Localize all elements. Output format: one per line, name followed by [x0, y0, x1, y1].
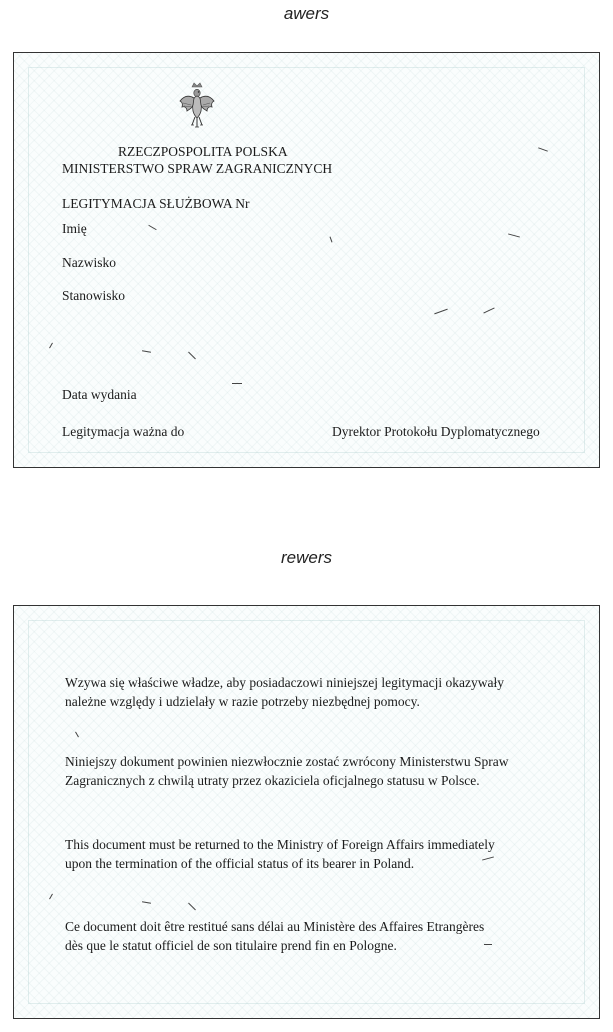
paragraph-line: Ce document doit être restitué sans délai au Ministère des Affaires Etrangères: [65, 919, 485, 934]
speck-mark: [232, 383, 242, 384]
service-id-number-label: LEGITYMACJA SŁUŻBOWA Nr: [62, 196, 250, 211]
surname-label: Nazwisko: [62, 255, 116, 270]
back-side-label: rewers: [280, 548, 332, 567]
front-side-label: awers: [283, 4, 330, 23]
first-name-label: Imię: [62, 221, 87, 236]
position-label: Stanowisko: [62, 288, 126, 303]
polish-return-paragraph: [65, 752, 565, 790]
french-return-paragraph: [65, 917, 565, 955]
director-signature-label: Dyrektor Protokołu Dyplomatycznego: [332, 424, 540, 439]
id-card-back: [13, 605, 600, 1019]
speck-mark: [484, 944, 492, 945]
english-return-paragraph: [65, 835, 565, 873]
polish-eagle-emblem-icon: [178, 81, 216, 129]
issue-date-label: Data wydania: [62, 387, 137, 402]
paragraph-line: Zagranicznych z chwilą utraty przez okaziciela oficjalnego statusu w Polsce.: [65, 773, 480, 788]
ministry-heading: MINISTERSTWO SPRAW ZAGRANICZNYCH: [62, 161, 333, 176]
paragraph-line: należne względy i udzielały w razie potrzeby niezbędnej pomocy.: [65, 694, 420, 709]
republic-heading: RZECZPOSPOLITA POLSKA: [118, 144, 288, 159]
paragraph-line: This document must be returned to the Ministry of Foreign Affairs immediately: [65, 837, 495, 852]
paragraph-line: Wzywa się właściwe władze, aby posiadaczowi niniejszej legitymacji okazywały: [65, 675, 504, 690]
polish-request-paragraph: [65, 673, 565, 711]
id-card-front: [13, 52, 600, 468]
valid-until-label: Legitymacja ważna do: [62, 424, 185, 439]
paragraph-line: dès que le statut officiel de son titulaire prend fin en Pologne.: [65, 938, 397, 953]
paragraph-line: upon the termination of the official status of its bearer in Poland.: [65, 856, 415, 871]
paragraph-line: Niniejszy dokument powinien niezwłocznie zostać zwrócony Ministerstwu Spraw: [65, 754, 509, 769]
